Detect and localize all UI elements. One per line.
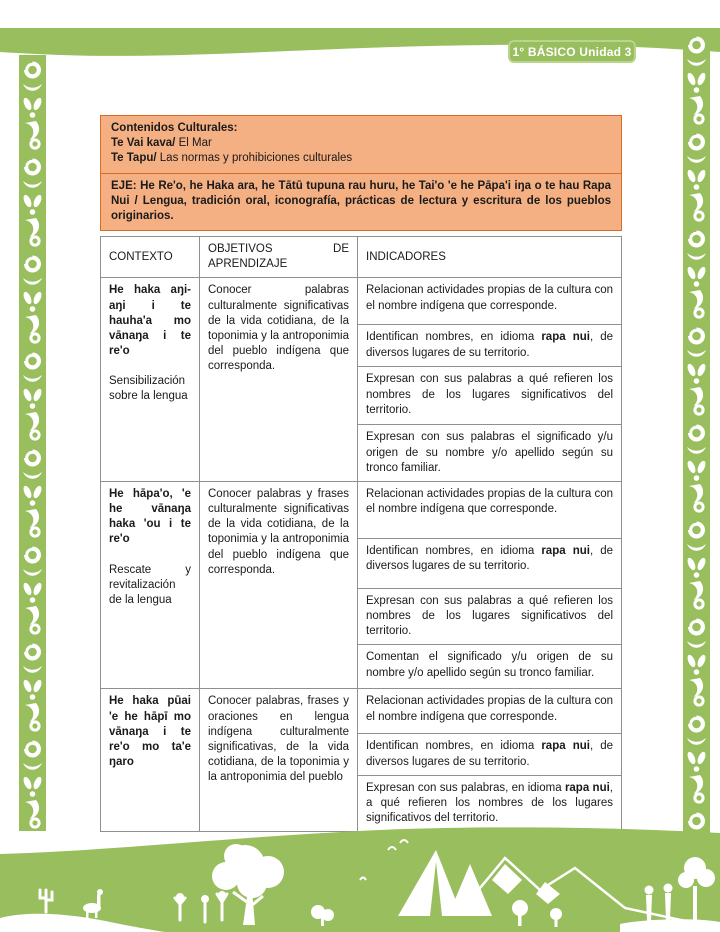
column-header-indicadores: INDICADORES (366, 250, 446, 263)
indicator-item: Relacionan actividades propias de la cultura con el nombre indígena que corresponde. (366, 284, 613, 312)
indicator-item: Identifican nombres, en idioma rapa nui, de diversos lugares de su territorio. (358, 538, 621, 588)
column-header-contexto: CONTEXTO (101, 237, 200, 277)
cultural-contents-section (101, 116, 621, 173)
context-title: He haka pūai 'e he hāpī mo vānaŋa i te re'o mo ta'e ŋaro (109, 695, 191, 769)
indicator-item: Identifican nombres, en idioma rapa nui, de diversos lugares de su territorio. (358, 733, 621, 774)
left-koru-border-decoration (19, 55, 46, 835)
indicator-item: Relacionan actividades propias de la cultura con el nombre indígena que corresponde. (366, 487, 613, 516)
unit-badge-label: 1° BÁSICO Unidad 3 (512, 44, 632, 59)
cultural-term: Te Tapu/ (111, 152, 157, 165)
objective-text: Conocer palabras y frases culturalmente significativas de la vida cotidiana, de la toponimia y la antroponimia del pueblo indígena que corresponda. (208, 487, 349, 576)
document-content (100, 115, 622, 832)
column-header-objetivos: OBJETIVOS DE APRENDIZAJE (200, 237, 358, 277)
context-cell (101, 278, 200, 481)
context-cell (101, 482, 200, 689)
cultural-content-item (111, 136, 611, 151)
table-header-row (101, 237, 621, 277)
table-row (101, 481, 621, 689)
objective-cell (200, 689, 358, 831)
cultural-content-item (111, 151, 611, 166)
indicator-item: Comentan el significado y/u origen de su nombre y/o apellido según su tronco familiar. (358, 644, 621, 688)
context-title: He hāpa'o, 'e he vānaŋa haka 'ou i te re'o (109, 487, 191, 546)
eje-statement: EJE: He Re'o, he Haka ara, he Tātū tupuna rau huru, he Tai'o 'e he Pāpa'i iŋa o te hau Rapa Nui / Lengua, tradición oral, iconografía, prácticas de lectura y escritura de los pueblos originarios. (101, 173, 621, 231)
cultural-term-translation: El Mar (175, 137, 212, 150)
indicator-item: Expresan con sus palabras a qué refieren los nombres de los lugares significativos del territorio. (358, 366, 621, 424)
curriculum-table (100, 236, 622, 832)
indicator-item: Expresan con sus palabras, en idioma rapa nui, a qué refieren los nombres de los lugares significativos del territorio. (358, 775, 621, 832)
indicator-item: Identifican nombres, en idioma rapa nui, de diversos lugares de su territorio. (358, 324, 621, 366)
indicator-item: Expresan con sus palabras el significado y/u origen de su nombre y/o apellido según su tronco familiar. (358, 424, 621, 481)
objective-text: Conocer palabras, frases y oraciones en lengua indígena culturalmente significativas, de la vida cotidiana, de la toponimia y la antroponimia del pueblo (208, 695, 349, 784)
objective-cell (200, 278, 358, 481)
context-subtitle: Sensibilización sobre la lengua (109, 375, 188, 403)
indicator-item: Relacionan actividades propias de la cultura con el nombre indígena que corresponde. (366, 695, 613, 723)
cultural-term: Te Vai kava/ (111, 137, 176, 150)
indicator-item: Expresan con sus palabras a qué refieren los nombres de los lugares significativos del territorio. (358, 588, 621, 645)
objective-cell (200, 482, 358, 689)
table-row (101, 277, 621, 481)
indicators-cell (358, 689, 621, 831)
right-koru-border-decoration (683, 30, 710, 845)
context-title: He haka aŋi-aŋi i te hauha'a mo vānaŋa i te re'o (109, 284, 191, 358)
cultural-term-translation: Las normas y prohibiciones culturales (156, 152, 353, 165)
indicators-cell (358, 482, 621, 689)
objective-text: Conocer palabras culturalmente significativas de la vida cotidiana, de la toponimia y la antroponimia del pueblo indígena que corresponda. (208, 284, 349, 373)
table-row (101, 688, 621, 831)
cultural-contents-title: Contenidos Culturales: (111, 122, 238, 134)
context-cell (101, 689, 200, 831)
context-subtitle: Rescate y revitalización de la lengua (109, 563, 191, 606)
landscape-silhouette-decoration (0, 820, 720, 932)
unit-badge (508, 40, 636, 63)
cultural-contents-box (100, 115, 622, 231)
indicators-cell (358, 278, 621, 481)
